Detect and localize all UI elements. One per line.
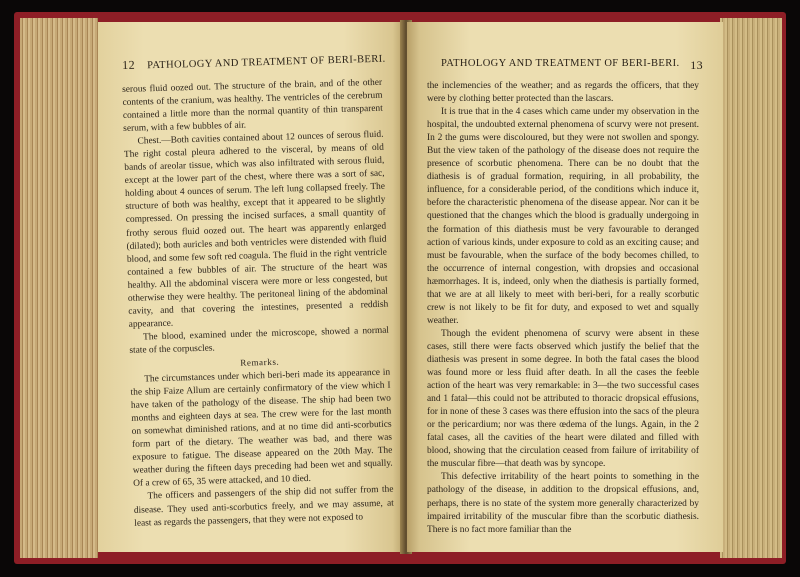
paragraph: The officers and passengers of the ship did not suffer from the disease. They used anti-scorbutics freely, and we may assume, at least as regards the passengers, that they were not exposed to [133,485,394,529]
paragraph: The circumstances under which beri-beri made its appearance in the ship Faize Allum are certainly confirmatory of the view which I have taken of the pathology of the disease. The ship had been two months and eighteen days at sea. The crew were for the last month on somewhat diminished rations, and at no time did anti-scorbutics form part of the dietary. The weather was bad, and there was exposure to fatigue. The disease appeared on the 20th May. The weather during the fifteen days preceding had been wet and squally. Of a crew of 65, 35 were attacked, and 10 died. [130,367,393,490]
left-running-header [122,51,386,73]
paragraph: the inclemencies of the weather; and as regards the officers, that they were by clothing better protected than the lascars. [427,81,699,105]
paragraph: This defective irritability of the heart points to something in the pathology of the disease, in addition to the dropsical effusions, and, perhaps, there is no state of the system more generally characterized by impaired irritability of the muscular fibre than the scorbutic diathesis. There is no fact more familiar than the [427,472,699,535]
left-body-text [122,77,394,531]
paragraph: It is true that in the 4 cases which came under my observation in the hospital, the undoubted external phenomena of scurvy were not present. In 2 the gums were discoloured, but they were not swollen and spongy. But the view taken of the pathology of the disease does not require the presence of scorbutic phenomena. There can be no doubt that the diathesis is of gradual formation, requiring, in all probability, the influence, for a considerable period, of the conditions which induce it, before the characteristic phenomena of the disease appear. Nor can it be questioned that the changes which the blood is gradually undergoing in the formation of this diathesis must be very favourable to deranged action of various kinds, under exposure to cold as an exciting cause; and must be favourable, when the surface of the body becomes chilled, to the occurrence of internal congestion, with dropsies and occasional hæmorrhages. It is, indeed, only when the diathesis is partially formed, that we are at all likely to meet with beri-beri, for a really scorbutic crew is not likely to be fit for duty, and exposed to wet and squally weather. [427,107,699,326]
page-edges-left [20,18,98,558]
left-running-head: PATHOLOGY AND TREATMENT OF BERI-BERI. [146,53,386,72]
right-running-header [441,58,703,73]
right-body-text [427,80,699,537]
paragraph: Chest.—Both cavities contained about 12 ounces of serous fluid. The right costal pleura adhered to the visceral, by means of old bands of areolar tissue, which was also infiltrated with serous fluid, except at the lower part of the chest, where there was a sort of sac, holding about 4 ounces of serum. The left lung collapsed freely. The structure of both was healthy, except that it appeared to be slightly compressed. On pressing the incised surfaces, a small quantity of frothy serous fluid oozed out. The heart was apparently enlarged (dilated); both auricles and both ventricles were distended with fluid blood, and some few soft red coagula. The fluid in the right ventricle contained a few bubbles of air. The structure of the heart was healthy. All the abdominal viscera were more or less congested, but otherwise they were healthy. The peritoneal lining of the abdominal cavity, and that covering the intestines, presented a reddish appearance. [123,129,389,330]
paragraph: Though the evident phenomena of scurvy were absent in these cases, still there were facts observed which justify the belief that the diathesis was present in some degree. In both the fatal cases the blood was found more or less fluid after death. In all the cases the feeble action of the heart was very remarkable: in 3—the two successful cases and 1 fatal—this could not be attributed to thoracic dropsical effusions, for in none of these 3 cases was there effusion into the sacs of the pleura or the pericardium; nor was there œdema of the lungs. Again, in the 2 fatal cases, all the cavities of the heart were dilated and filled with blood, showing that the circulation ceased from failure of irritability of the muscular fibre—that death was by syncope. [427,328,699,470]
right-page [407,22,723,552]
page-edges-right [720,18,782,558]
paragraph: The blood, examined under the microscope, showed a normal state of the corpuscles. [129,325,390,356]
remarks-heading: Remarks. [240,356,280,368]
right-page-number: 13 [690,58,703,72]
left-page [98,22,405,552]
right-running-head: PATHOLOGY AND TREATMENT OF BERI-BERI. [441,58,680,69]
paragraph: serous fluid oozed out. The structure of the brain, and of the other contents of the cranium, was healthy. The ventricles of the cerebrum contained a little more than the normal quantity of thin transparent serum, with a few bubbles of air. [122,77,383,135]
left-page-number: 12 [122,57,136,72]
